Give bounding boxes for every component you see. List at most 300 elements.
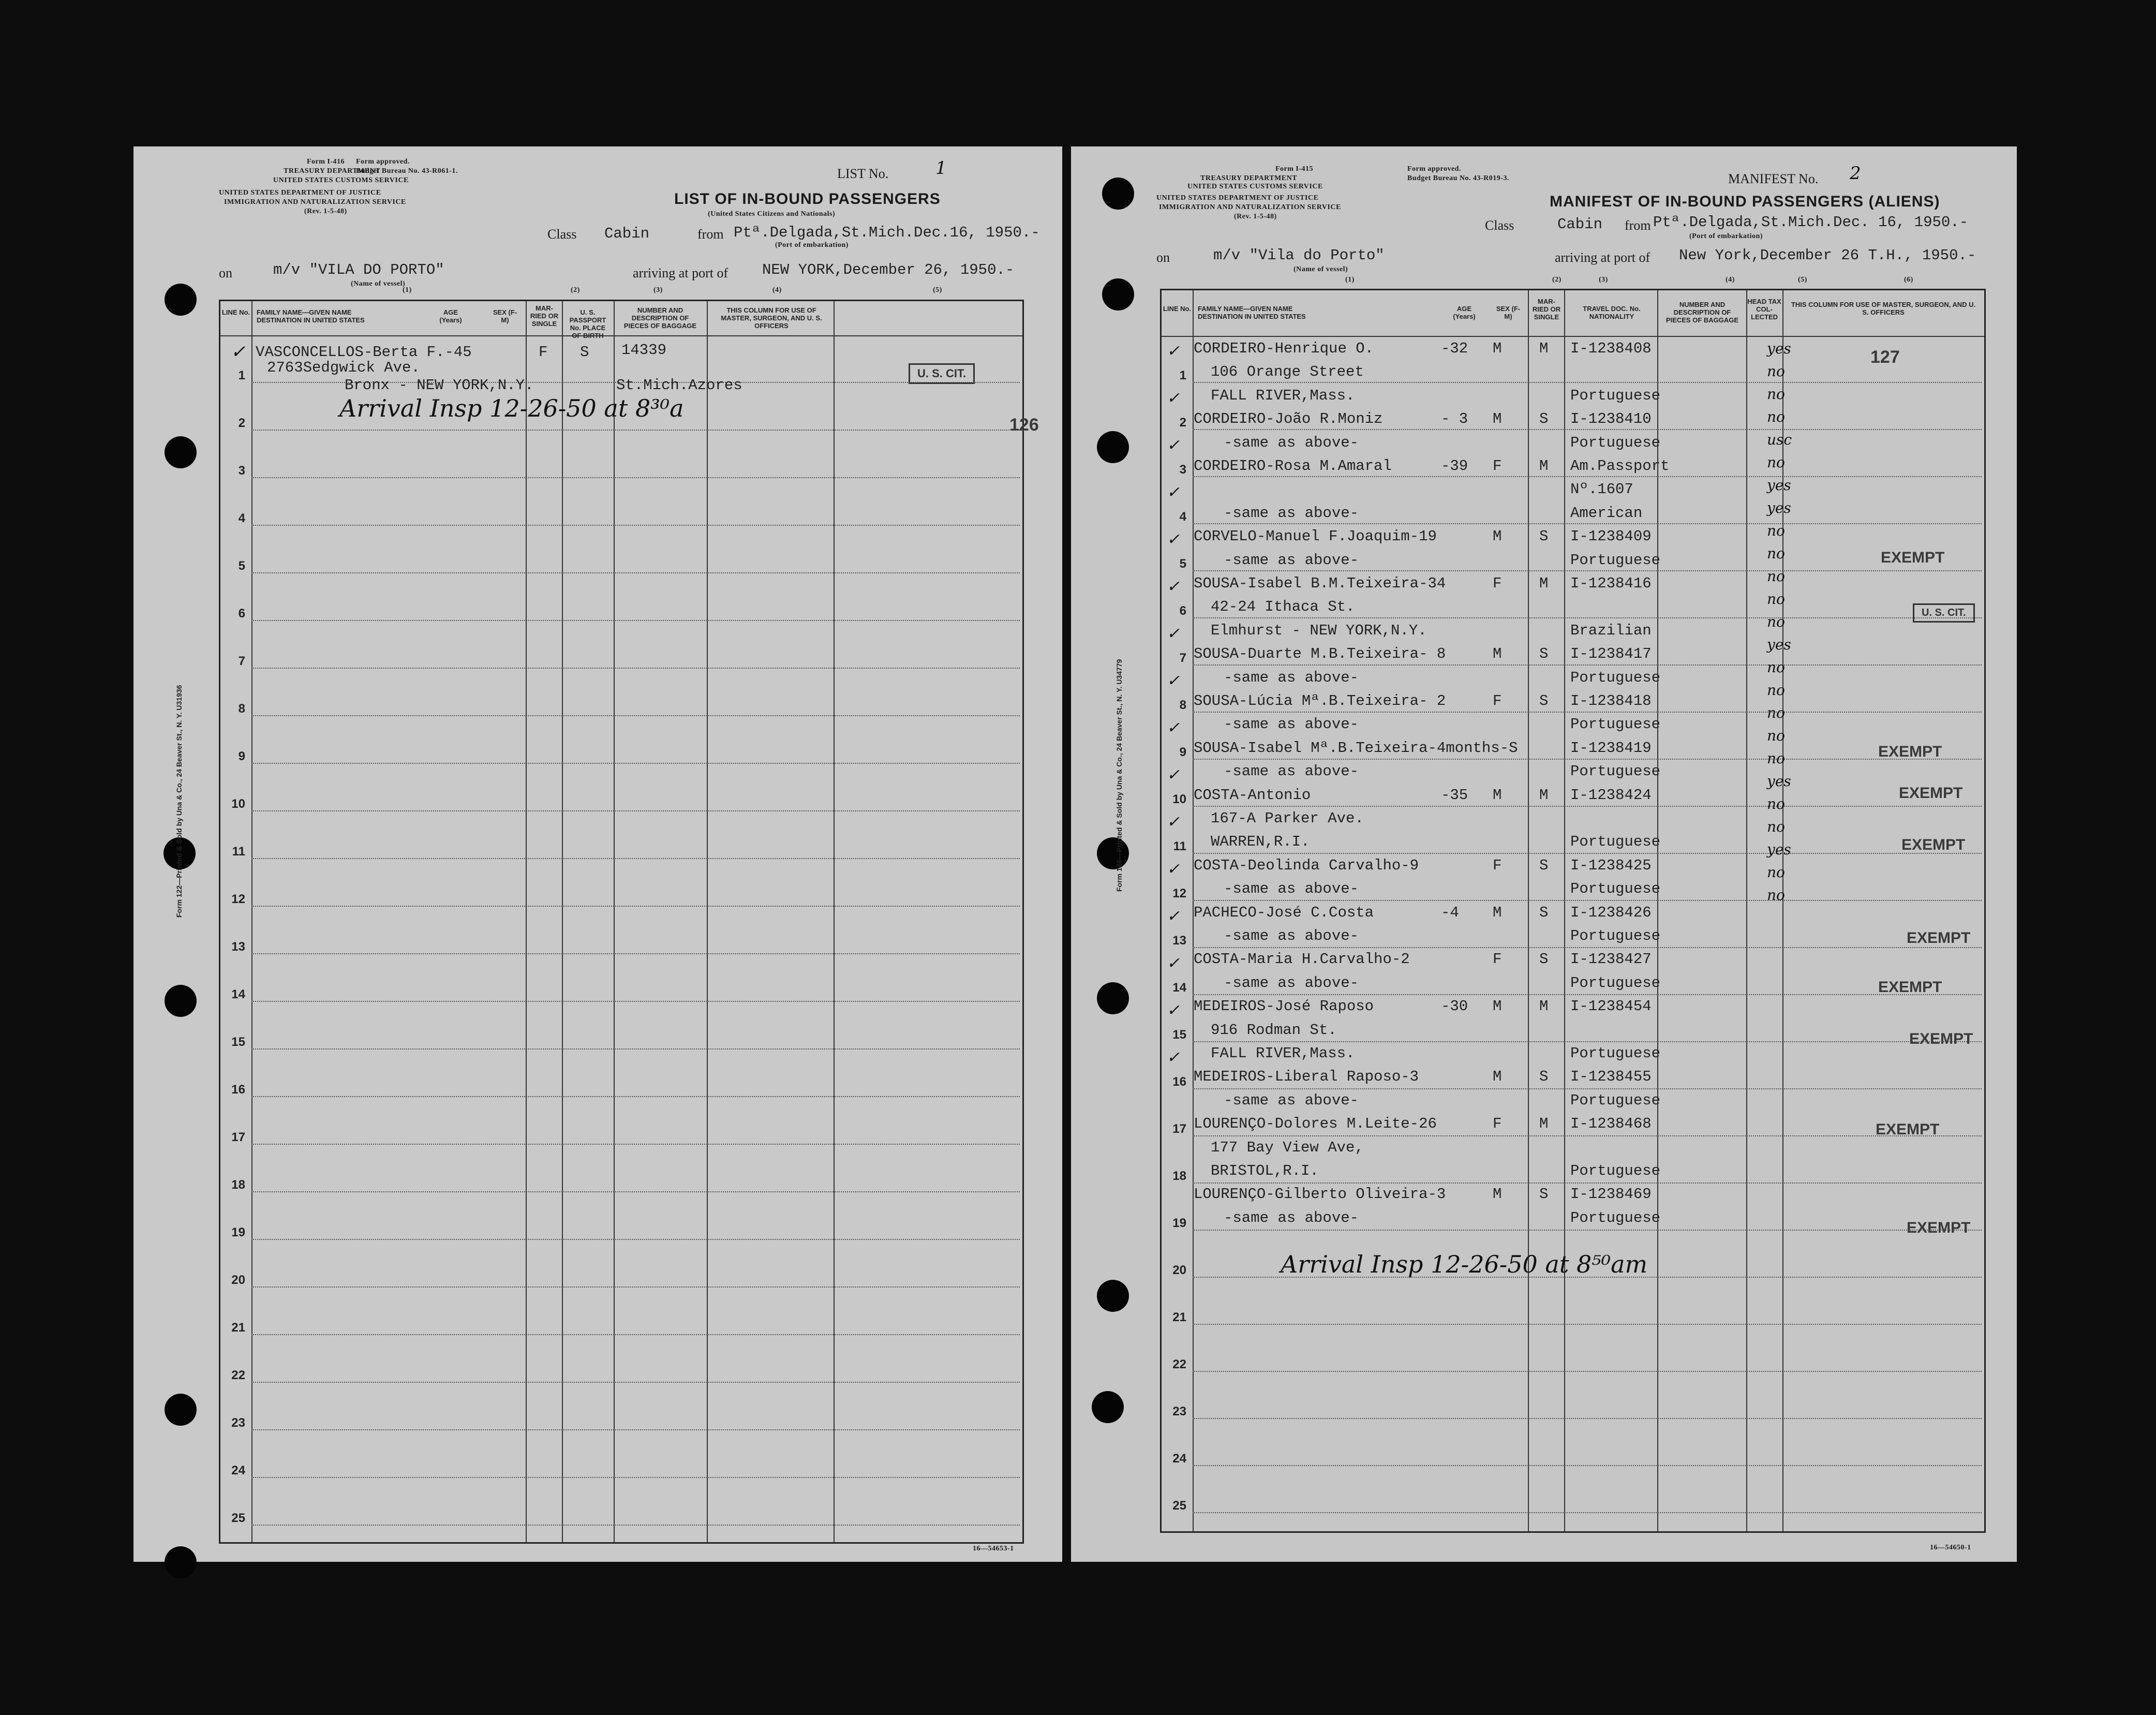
passenger-entry: -same as above- (1224, 927, 1359, 944)
passenger-sex: M (1493, 528, 1502, 545)
line-number: 1 (238, 368, 245, 382)
passenger-sex: M (1493, 786, 1502, 804)
line-number: 3 (238, 464, 245, 478)
inbound-alien-manifest-page (1071, 146, 2017, 1562)
row-rule (251, 810, 1020, 811)
line-number: 2 (238, 416, 245, 430)
punch-hole (1097, 1280, 1129, 1312)
line-number: 17 (1172, 1122, 1186, 1136)
department-line: IMMIGRATION AND NATURALIZATION SERVICE (224, 198, 406, 206)
row-rule (1193, 1182, 1982, 1184)
head-tax-note: no (1767, 750, 1785, 767)
class-value: Cabin (1557, 216, 1603, 233)
passenger-married: S (1539, 528, 1549, 545)
passenger-married: M (1539, 457, 1549, 475)
passenger-sex: M (1493, 1068, 1502, 1086)
passenger-married: S (1539, 856, 1549, 874)
printer-imprint: Form 146—Printed & Sold by Una & Co., 24 Beaver St., N. Y. U34779 (1115, 659, 1123, 892)
stamp-number: 127 (1870, 347, 1900, 367)
line-number: 23 (231, 1416, 245, 1430)
passenger-entry: COSTA-Deolinda Carvalho-9 (1194, 856, 1419, 874)
punch-hole (1092, 1391, 1124, 1423)
travel-doc: Portuguese (1570, 387, 1661, 404)
exempt-stamp: EXEMPT (1878, 979, 1942, 996)
row-rule (251, 1144, 1020, 1145)
head-tax-note: no (1767, 659, 1785, 676)
col-number: (3) (653, 286, 663, 294)
row-rule (251, 763, 1020, 764)
row-rule (1193, 947, 1982, 948)
travel-doc: I-1238454 (1570, 998, 1652, 1015)
passenger-entry: SOUSA-Lúcia Mª.B.Teixeira- 2 (1194, 692, 1446, 709)
passenger-entry: MEDEIROS-José Raposo (1194, 998, 1374, 1015)
department-line: UNITED STATES CUSTOMS SERVICE (273, 176, 409, 184)
passenger-sex: F (1493, 692, 1502, 709)
passenger-entry: 916 Rodman St. (1211, 1021, 1337, 1039)
place-of-birth: St.Mich.Azores (616, 377, 742, 394)
col-number: (5) (1798, 276, 1807, 284)
passenger-age: -39 (1441, 457, 1468, 475)
travel-doc: I-1238416 (1570, 575, 1652, 592)
col-number: (4) (1726, 276, 1735, 284)
row-rule (251, 858, 1020, 859)
check-mark: ✓ (1167, 389, 1180, 407)
column-header: THIS COLUMN FOR USE OF MASTER, SURGEON, AND U. S. OFFICERS (721, 306, 822, 330)
row-rule (1193, 476, 1982, 477)
column-header: FAMILY NAME—GIVEN NAME DESTINATION IN UNITED STATES (1198, 305, 1306, 320)
check-mark: ✓ (1167, 436, 1180, 454)
row-rule (251, 525, 1020, 526)
exempt-stamp: EXEMPT (1901, 836, 1966, 853)
travel-doc: American (1570, 504, 1643, 522)
on-label: on (219, 265, 232, 280)
line-number: 10 (1172, 792, 1186, 806)
passenger-entry: BRISTOL,R.I. (1211, 1162, 1319, 1179)
passenger-sex: F (1493, 1115, 1502, 1133)
row-rule (251, 1048, 1020, 1049)
head-tax-note: yes (1767, 340, 1791, 357)
row-rule (251, 477, 1020, 478)
exempt-stamp: EXEMPT (1907, 929, 1971, 947)
row-rule (1193, 1465, 1982, 1466)
line-number: 19 (1172, 1216, 1186, 1230)
passenger-table (219, 300, 1039, 1544)
check-mark: ✓ (1167, 672, 1180, 690)
check-mark: ✓ (1167, 813, 1180, 831)
head-tax-note: no (1767, 408, 1785, 425)
travel-doc: Nº.1607 (1570, 481, 1633, 498)
page-title: MANIFEST OF IN-BOUND PASSENGERS (ALIENS) (1550, 193, 1940, 210)
row-rule (1193, 1324, 1982, 1325)
row-rule (251, 1001, 1020, 1002)
col-number: (4) (772, 286, 782, 294)
department-line: UNITED STATES CUSTOMS SERVICE (1187, 183, 1323, 190)
class-label: Class (1485, 218, 1514, 233)
column-header: MAR-RIED OR SINGLE (530, 304, 559, 328)
line-number: 6 (1179, 604, 1186, 618)
line-number: 13 (1172, 934, 1186, 948)
row-rule (1193, 382, 1982, 383)
head-tax-note: no (1767, 613, 1785, 630)
line-number: 7 (238, 654, 245, 668)
travel-doc: Brazilian (1570, 622, 1652, 639)
travel-doc: Portuguese (1570, 1162, 1661, 1179)
col-number: (6) (1904, 276, 1913, 284)
row-rule (1193, 1512, 1982, 1513)
head-tax-note: no (1767, 454, 1785, 471)
row-rule (251, 1429, 1020, 1430)
row-rule (251, 1382, 1020, 1383)
passenger-sex: F (1493, 575, 1502, 592)
passenger-entry: -same as above- (1224, 880, 1359, 898)
line-number: 8 (238, 702, 245, 716)
line-number: 11 (232, 845, 245, 859)
page-title: LIST OF IN-BOUND PASSENGERS (674, 190, 941, 208)
passenger-entry: COSTA-Antonio (1194, 786, 1311, 804)
line-number: 25 (231, 1511, 245, 1525)
head-tax-note: yes (1767, 477, 1791, 494)
travel-doc: Am.Passport (1570, 457, 1670, 475)
department-line: TREASURY DEPARTMENT (1200, 174, 1298, 182)
passenger-entry: FALL RIVER,Mass. (1211, 387, 1355, 404)
line-number: 15 (231, 1035, 245, 1049)
head-tax-note: no (1767, 795, 1785, 812)
travel-doc: I-1238410 (1570, 410, 1652, 428)
column-header: MAR-RIED OR SINGLE (1532, 298, 1561, 321)
column-header: NUMBER AND DESCRIPTION OF PIECES OF BAGGAGE (1666, 301, 1739, 324)
passenger-entry: -same as above- (1224, 974, 1359, 992)
line-number: 4 (1179, 510, 1186, 524)
arrival-port-date: NEW YORK,December 26, 1950.- (762, 261, 1015, 278)
head-tax-note: no (1767, 363, 1785, 380)
embarkation-note: (Port of embarkation) (1689, 232, 1763, 240)
column-header: LINE No. (1163, 305, 1192, 313)
passenger-age: -4 (1441, 904, 1459, 921)
punch-hole (165, 1546, 197, 1578)
passenger-sex: F (1493, 951, 1502, 968)
revision: (Rev. 1-5-48) (304, 208, 347, 215)
passenger-entry: CORDEIRO-Henrique O. (1194, 340, 1374, 357)
line-number: 18 (1172, 1169, 1186, 1183)
budget-bureau: Budget Bureau No. 43-R061-1. (356, 167, 458, 175)
travel-doc: Portuguese (1570, 1045, 1661, 1062)
embarkation-port: Ptª.Delgada,St.Mich.Dec. 16, 1950.- (1653, 214, 1969, 231)
vessel-name: m/v "VILA DO PORTO" (273, 261, 444, 278)
passenger-married: M (1539, 575, 1549, 592)
check-mark: ✓ (1167, 578, 1180, 596)
line-number: 23 (1172, 1404, 1186, 1418)
line-number: 18 (231, 1178, 245, 1192)
column-header: NUMBER AND DESCRIPTION OF PIECES OF BAGGAGE (623, 306, 697, 330)
travel-doc: I-1238426 (1570, 904, 1652, 921)
line-number: 1 (1179, 368, 1186, 382)
form-number: Form I-415 (1275, 165, 1314, 173)
passenger-name: VASCONCELLOS-Berta F.-45 (256, 344, 472, 361)
row-rule (251, 1334, 1020, 1335)
travel-doc: I-1238425 (1570, 856, 1652, 874)
head-tax-note: usc (1767, 431, 1792, 448)
passenger-age: - 3 (1441, 410, 1468, 428)
travel-doc: Portuguese (1570, 551, 1661, 569)
exempt-stamp: EXEMPT (1881, 549, 1945, 566)
line-number: 5 (1179, 557, 1186, 571)
passenger-entry: -same as above- (1224, 669, 1359, 686)
line-number: 5 (238, 559, 245, 573)
head-tax-note: no (1767, 545, 1785, 562)
exempt-stamp: EXEMPT (1878, 743, 1942, 760)
row-rule (251, 572, 1020, 573)
line-number: 4 (238, 511, 245, 525)
travel-doc: I-1238424 (1570, 786, 1652, 804)
passenger-married: M (1539, 340, 1549, 357)
row-rule (1193, 617, 1982, 618)
travel-doc: I-1238469 (1570, 1186, 1652, 1203)
revision: (Rev. 1-5-48) (1234, 213, 1277, 220)
head-tax-note: yes (1767, 499, 1791, 516)
line-number: 9 (238, 749, 245, 763)
passenger-married: S (1539, 904, 1549, 921)
form-approved: Form approved. (356, 158, 410, 166)
list-number-value: 1 (935, 158, 947, 179)
passenger-entry: SOUSA-Duarte M.B.Teixeira- 8 (1194, 645, 1446, 663)
department-line: TREASURY DEPARTMENT (284, 167, 381, 175)
punch-hole (1097, 837, 1129, 869)
column-header: SEX (F-M) (493, 308, 517, 324)
passenger-entry: CORDEIRO-Rosa M.Amaral (1194, 457, 1392, 475)
travel-doc: Portuguese (1570, 880, 1661, 898)
head-tax-note: yes (1767, 773, 1791, 790)
line-number: 14 (1172, 981, 1186, 995)
line-number: 24 (1172, 1452, 1186, 1466)
passenger-sex: M (1493, 1186, 1502, 1203)
check-mark: ✓ (1167, 625, 1180, 643)
check-mark: ✓ (1167, 954, 1180, 972)
row-rule (1193, 1230, 1982, 1231)
row-rule (1193, 712, 1982, 713)
passenger-entry: CORVELO-Manuel F.Joaquim-19 (1194, 528, 1437, 545)
travel-doc: I-1238468 (1570, 1115, 1652, 1133)
punch-hole (1102, 278, 1134, 311)
line-number: 12 (231, 892, 245, 906)
passenger-entry: MEDEIROS-Liberal Raposo-3 (1194, 1068, 1419, 1086)
travel-doc: Portuguese (1570, 669, 1661, 686)
head-tax-note: no (1767, 864, 1785, 881)
row-rule (1193, 429, 1982, 430)
column-header: SEX (F-M) (1496, 305, 1521, 320)
punch-hole (1102, 178, 1134, 210)
column-header: TRAVEL DOC. No. NATIONALITY (1583, 305, 1641, 320)
passenger-entry: PACHECO-José C.Costa (1194, 904, 1374, 921)
passenger-sex: F (1493, 856, 1502, 874)
line-number: 16 (1172, 1075, 1186, 1089)
passenger-entry: -same as above- (1224, 434, 1359, 451)
stamp-number: 126 (1009, 415, 1039, 435)
travel-doc: I-1238419 (1570, 739, 1652, 757)
col-number: (2) (571, 286, 580, 294)
head-tax-note: no (1767, 682, 1785, 699)
punch-hole (1097, 982, 1129, 1014)
line-number: 7 (1179, 651, 1186, 665)
passenger-sex: M (1493, 998, 1502, 1015)
passenger-entry: -same as above- (1224, 1091, 1359, 1109)
exempt-stamp: EXEMPT (1907, 1219, 1971, 1236)
passenger-married: S (1539, 410, 1549, 428)
passenger-entry: FALL RIVER,Mass. (1211, 1045, 1355, 1062)
class-value: Cabin (604, 225, 650, 242)
arrival-port-date: New York,December 26 T.H., 1950.- (1679, 247, 1976, 264)
line-number: 21 (231, 1321, 245, 1335)
column-header: U. S. PASSPORT No. PLACE OF BIRTH (569, 308, 606, 339)
column-header: FAMILY NAME—GIVEN NAME DESTINATION IN UNITED STATES (257, 308, 365, 324)
punch-hole (1097, 431, 1129, 463)
passenger-sex: M (1493, 340, 1502, 357)
passenger-entry: CORDEIRO-João R.Moniz (1194, 410, 1383, 428)
punch-hole (165, 436, 197, 468)
head-tax-note: no (1767, 590, 1785, 608)
row-rule (1193, 759, 1982, 760)
head-tax-note: no (1767, 386, 1785, 403)
line-number: 12 (1172, 886, 1186, 900)
row-rule (1193, 1088, 1982, 1089)
from-label: from (1625, 218, 1651, 233)
line-number: 8 (1179, 698, 1186, 712)
line-number: 21 (1172, 1310, 1186, 1324)
passenger-entry: -same as above- (1224, 504, 1359, 522)
us-citizen-stamp: U. S. CIT. (909, 363, 975, 384)
passenger-married: M (1539, 998, 1549, 1015)
passenger-sex: M (1493, 410, 1502, 428)
line-number: 9 (1179, 745, 1186, 759)
passenger-entry: -same as above- (1224, 1209, 1359, 1226)
printer-imprint: Form 122—Printed & Sold by Una & Co., 24 Beaver St., N. Y. U31936 (175, 685, 183, 918)
check-mark: ✓ (1167, 1048, 1180, 1067)
row-rule (251, 906, 1020, 907)
row-rule (251, 1287, 1020, 1288)
arriving-label: arriving at port of (633, 265, 728, 280)
on-label: on (1156, 250, 1170, 265)
form-number: Form I-416 (307, 158, 345, 166)
line-number: 19 (231, 1225, 245, 1239)
travel-doc: I-1238455 (1570, 1068, 1652, 1086)
line-number: 24 (231, 1463, 245, 1477)
row-rule (1193, 570, 1982, 571)
passenger-entry: 42-24 Ithaca St. (1211, 598, 1355, 616)
travel-doc: Portuguese (1570, 1091, 1661, 1109)
line-number: 6 (238, 607, 245, 620)
line-number: 25 (1172, 1499, 1186, 1513)
check-mark: ✓ (1167, 766, 1180, 784)
travel-doc: Portuguese (1570, 974, 1661, 992)
travel-doc: Portuguese (1570, 927, 1661, 944)
passenger-entry: -same as above- (1224, 716, 1359, 733)
form-approved: Form approved. (1407, 165, 1461, 173)
travel-doc: Portuguese (1570, 716, 1661, 733)
head-tax-note: no (1767, 886, 1785, 904)
column-header: AGE (Years) (439, 308, 462, 324)
check-mark: ✓ (231, 342, 246, 362)
passenger-sex: M (1493, 645, 1502, 663)
row-rule (1193, 1041, 1982, 1042)
passenger-entry: LOURENÇO-Gilberto Oliveira-3 (1194, 1186, 1446, 1203)
passenger-entry: 167-A Parker Ave. (1211, 810, 1364, 827)
passenger-age: -32 (1441, 340, 1468, 357)
passenger-entry: 177 Bay View Ave, (1211, 1139, 1364, 1156)
head-tax-note: no (1767, 727, 1785, 744)
passenger-married: S (580, 344, 589, 361)
line-number: 20 (1172, 1263, 1186, 1277)
line-number: 17 (231, 1130, 245, 1144)
head-tax-note: yes (1767, 841, 1791, 858)
row-rule (251, 1191, 1020, 1192)
exempt-stamp: EXEMPT (1899, 785, 1963, 802)
from-label: from (697, 227, 724, 242)
alien-manifest-table (1160, 289, 1986, 1533)
row-rule (1193, 853, 1982, 854)
us-citizen-stamp: U. S. CIT. (1913, 603, 1975, 623)
check-mark: ✓ (1167, 342, 1180, 360)
embarkation-note: (Port of embarkation) (775, 241, 849, 249)
passenger-married: S (1539, 951, 1549, 968)
line-number: 22 (231, 1368, 245, 1382)
head-tax-note: no (1767, 522, 1785, 539)
row-rule (1193, 994, 1982, 995)
vessel-note: (Name of vessel) (1293, 265, 1348, 273)
form-footer-number: 16—54653-1 (973, 1545, 1014, 1553)
row-rule (1193, 900, 1982, 901)
col-number: (1) (403, 286, 412, 294)
punch-hole (165, 284, 197, 316)
passenger-entry: SOUSA-Isabel B.M.Teixeira-34 (1194, 575, 1446, 592)
travel-doc: I-1238417 (1570, 645, 1652, 663)
line-number: 14 (231, 987, 245, 1001)
department-line: UNITED STATES DEPARTMENT OF JUSTICE (219, 189, 381, 197)
passenger-married: M (1539, 1115, 1549, 1133)
row-rule (251, 1239, 1020, 1240)
travel-doc: I-1238427 (1570, 951, 1652, 968)
line-number: 2 (1179, 416, 1186, 430)
arrival-inspection-note: Arrival Insp 12-26-50 at 8⁵⁰am (1281, 1250, 1648, 1278)
line-number: 22 (1172, 1357, 1186, 1371)
passenger-age: -35 (1441, 786, 1468, 804)
exempt-stamp: EXEMPT (1876, 1121, 1940, 1138)
travel-doc: I-1238408 (1570, 340, 1652, 357)
travel-doc: I-1238409 (1570, 528, 1652, 545)
line-number: 20 (231, 1273, 245, 1287)
vessel-name: m/v "Vila do Porto" (1213, 247, 1385, 264)
line-number: 13 (231, 940, 245, 954)
travel-doc: Portuguese (1570, 833, 1661, 851)
check-mark: ✓ (1167, 907, 1180, 925)
line-number: 16 (231, 1083, 245, 1097)
passenger-entry: -same as above- (1224, 763, 1359, 780)
col-number: (5) (933, 286, 942, 294)
row-rule (1193, 664, 1982, 666)
row-rule (251, 1477, 1020, 1478)
head-tax-note: no (1767, 568, 1785, 585)
column-header: AGE (Years) (1453, 305, 1476, 320)
travel-doc: I-1238418 (1570, 692, 1652, 709)
arrival-inspection-note: Arrival Insp 12-26-50 at 8³⁰a (339, 394, 684, 422)
passenger-married: S (1539, 692, 1549, 709)
vessel-note: (Name of vessel) (351, 280, 406, 288)
column-header: HEAD TAX COL-LECTED (1747, 298, 1781, 321)
manifest-number-label: MANIFEST No. (1728, 171, 1819, 186)
arriving-label: arriving at port of (1555, 250, 1651, 265)
col-number: (1) (1345, 276, 1355, 284)
row-rule (251, 430, 1020, 431)
travel-doc: Portuguese (1570, 434, 1661, 451)
line-number: 10 (231, 797, 245, 811)
